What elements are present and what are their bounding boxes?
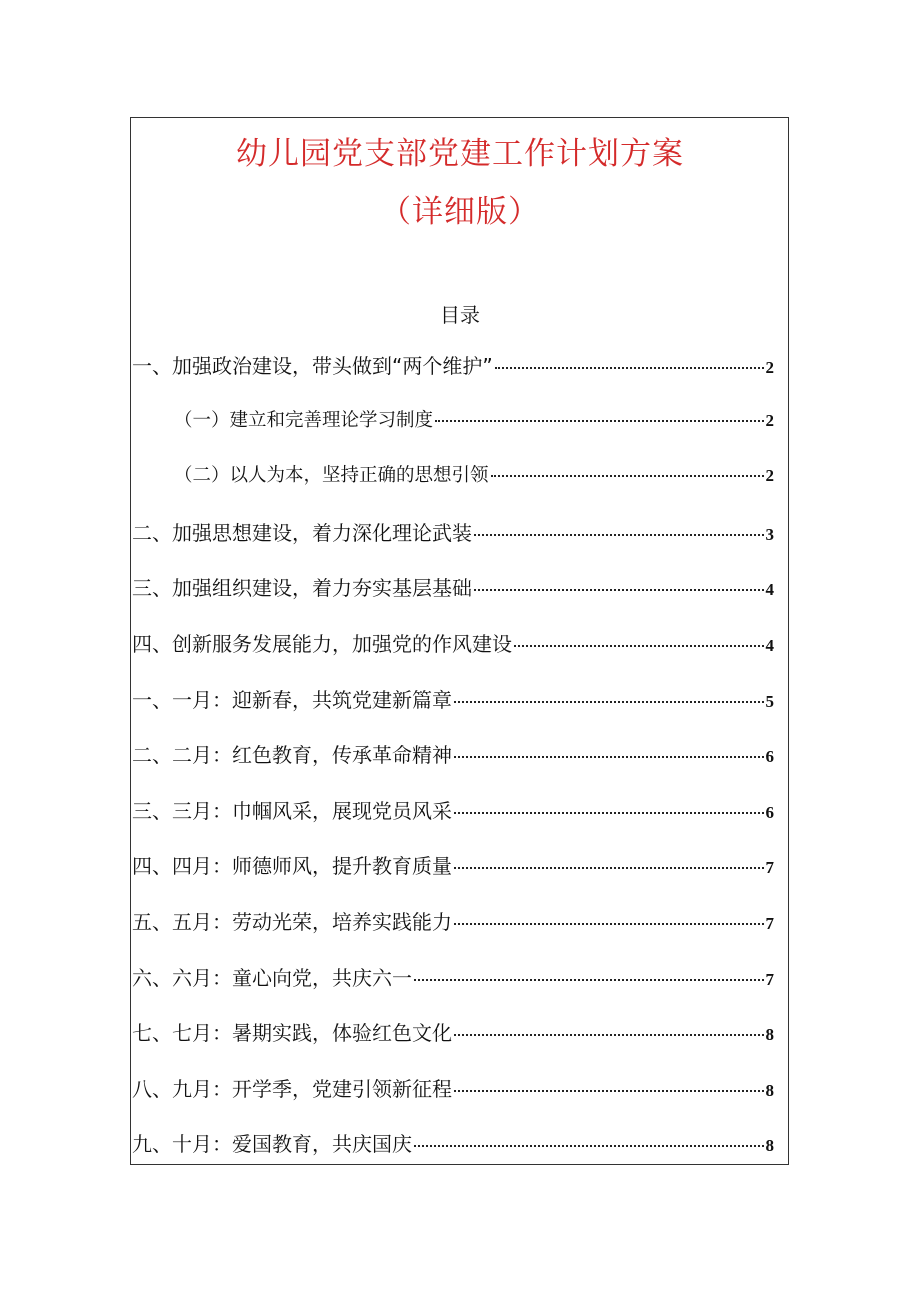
toc-entry-title: 四、创新服务发展能力，加强党的作风建设: [132, 632, 512, 656]
toc-dot-leader: [414, 1145, 764, 1147]
toc-dot-leader: [414, 979, 764, 981]
toc-page-number: 2: [765, 466, 774, 485]
toc-dot-leader: [454, 701, 764, 703]
toc-page-number: 6: [765, 747, 774, 766]
toc-page-number: 5: [765, 692, 774, 711]
toc-entry[interactable]: [132, 739, 774, 769]
toc-dot-leader: [435, 420, 763, 422]
toc-dot-leader: [495, 367, 764, 369]
toc-page-number: 8: [765, 1025, 774, 1044]
toc-entry-title: 四、四月：师德师风，提升教育质量: [132, 854, 452, 878]
toc-entry-title: 三、三月：巾帼风采，展现党员风采: [132, 799, 452, 823]
toc-entry-title: 一、一月：迎新春，共筑党建新篇章: [132, 688, 452, 712]
toc-page-number: 7: [765, 970, 774, 989]
toc-page-number: 2: [765, 411, 774, 430]
toc-entry[interactable]: [132, 517, 774, 547]
document-subtitle: （详细版）: [380, 194, 540, 230]
toc-page-number: 7: [765, 914, 774, 933]
toc-dot-leader: [454, 1090, 764, 1092]
toc-entry[interactable]: [132, 906, 774, 936]
toc-entry-title: 三、加强组织建设，着力夯实基层基础: [132, 576, 472, 600]
toc-dot-leader: [454, 812, 764, 814]
toc-page-number: 7: [765, 858, 774, 877]
toc-dot-leader: [454, 867, 764, 869]
toc-entry[interactable]: [132, 572, 774, 602]
toc-heading: 目录: [440, 303, 480, 327]
toc-entry[interactable]: [132, 962, 774, 992]
toc-entry[interactable]: [132, 850, 774, 880]
toc-page-number: 6: [765, 803, 774, 822]
toc-entry[interactable]: [132, 795, 774, 825]
toc-dot-leader: [454, 1034, 764, 1036]
toc-dot-leader: [454, 756, 764, 758]
toc-page-number: 8: [765, 1136, 774, 1155]
toc-entry-title: 七、七月：暑期实践，体验红色文化: [132, 1021, 452, 1045]
toc-page-number: 2: [765, 358, 774, 377]
toc-entry[interactable]: [132, 350, 774, 380]
toc-entry[interactable]: [174, 461, 774, 491]
toc-dot-leader: [454, 923, 764, 925]
toc-dot-leader: [474, 589, 764, 591]
toc-page-number: 4: [765, 580, 774, 599]
toc-entry-title: 五、五月：劳动光荣，培养实践能力: [132, 910, 452, 934]
toc-page-number: 8: [765, 1081, 774, 1100]
toc-entry-title: 九、十月：爱国教育，共庆国庆: [132, 1132, 412, 1156]
toc-entry-title: 二、加强思想建设，着力深化理论武装: [132, 521, 472, 545]
toc-page-number: 3: [765, 525, 774, 544]
toc-entry-title: 一、加强政治建设，带头做到“两个维护”: [132, 354, 493, 378]
toc-entry[interactable]: [132, 1128, 774, 1158]
toc-dot-leader: [491, 475, 764, 477]
toc-page-number: 4: [765, 636, 774, 655]
toc-entry[interactable]: [132, 1017, 774, 1047]
toc-entry[interactable]: [132, 684, 774, 714]
toc-entry-title: 八、九月：开学季，党建引领新征程: [132, 1077, 452, 1101]
toc-entry-title: 二、二月：红色教育，传承革命精神: [132, 743, 452, 767]
toc-dot-leader: [474, 534, 764, 536]
toc-entry[interactable]: [132, 1073, 774, 1103]
document-title: 幼儿园党支部党建工作计划方案: [236, 136, 684, 172]
toc-dot-leader: [514, 645, 764, 647]
toc-entry-title: 六、六月：童心向党，共庆六一: [132, 966, 412, 990]
toc-entry[interactable]: [132, 628, 774, 658]
toc-entry-title: （二）以人为本，坚持正确的思想引领: [174, 465, 489, 486]
toc-entry-title: （一）建立和完善理论学习制度: [174, 410, 434, 431]
toc-entry[interactable]: [174, 406, 774, 436]
